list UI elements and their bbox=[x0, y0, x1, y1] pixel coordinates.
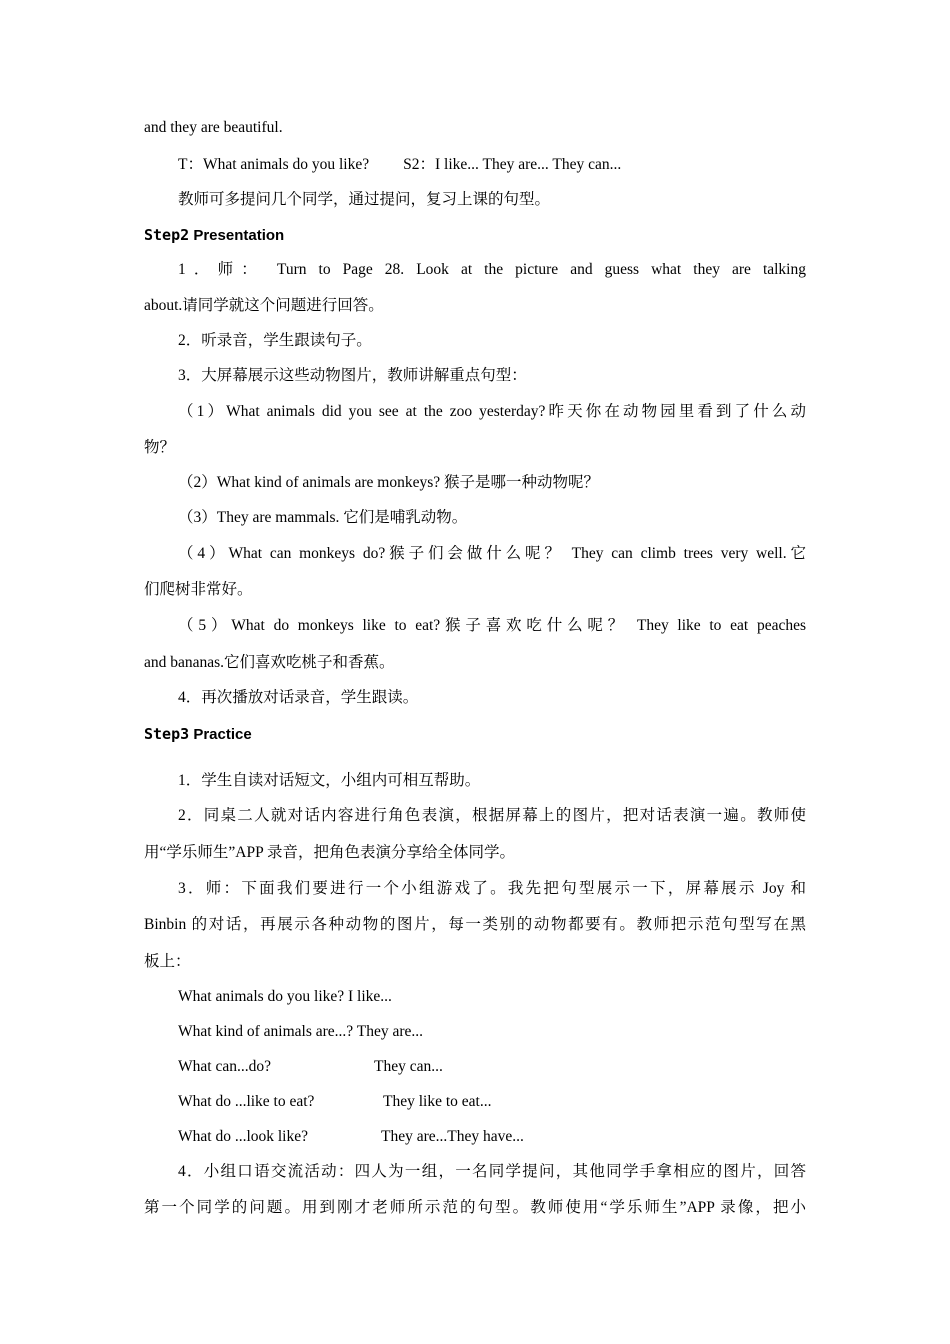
text-line: about.请同学就这个问题进行回答。 bbox=[144, 297, 384, 314]
text-line: 们爬树非常好。 bbox=[144, 581, 253, 598]
section-heading-step2 bbox=[144, 225, 284, 246]
text-line: 板上： bbox=[144, 953, 191, 970]
text-line: 第一个同学的问题。用到刚才老师所示范的句型。教师使用“学乐师生”APP 录像，把小 bbox=[144, 1199, 806, 1216]
text-line: 4．小组口语交流活动：四人为一组，一名同学提问，其他同学手拿相应的图片，回答 bbox=[178, 1163, 806, 1180]
text-line: Binbin 的对话，再展示各种动物的图片，每一类别的动物都要有。教师把示范句型写在黑 bbox=[144, 916, 806, 933]
pattern-answer: They like to eat... bbox=[383, 1093, 492, 1110]
text-line: （1）What animals did you see at the zoo yesterday?昨天你在动物园里看到了什么动 bbox=[178, 403, 806, 420]
text-line: （3）They are mammals. 它们是哺乳动物。 bbox=[178, 509, 468, 526]
text-line: and bananas.它们喜欢吃桃子和香蕉。 bbox=[144, 654, 395, 671]
pattern-question: What do ...look like? bbox=[178, 1128, 308, 1145]
pattern-row bbox=[178, 987, 392, 1007]
step-number: Step2 bbox=[144, 226, 190, 244]
text-line: （5）What do monkeys like to eat?猴子喜欢吃什么呢？ They like to eat peaches bbox=[178, 617, 806, 634]
text-line: 2．听录音，学生跟读句子。 bbox=[178, 332, 372, 349]
step-title: Practice bbox=[193, 726, 252, 743]
text-line: 1．学生自读对话短文，小组内可相互帮助。 bbox=[178, 772, 481, 789]
text-line: 用“学乐师生”APP 录音，把角色表演分享给全体同学。 bbox=[144, 844, 515, 861]
text-line: 教师可多提问几个同学，通过提问，复习上课的句型。 bbox=[178, 191, 551, 208]
pattern-question: What kind of animals are...? They are... bbox=[178, 1023, 424, 1040]
text-line: （4）What can monkeys do?猴子们会做什么呢？ They can climb trees very well.它 bbox=[178, 545, 806, 562]
student-answer: S2：I like... They are... They can... bbox=[403, 156, 622, 173]
text-line: 4．再次播放对话录音，学生跟读。 bbox=[178, 689, 419, 706]
pattern-question: What animals do you like? I like... bbox=[178, 988, 392, 1005]
pattern-question: What do ...like to eat? bbox=[178, 1093, 315, 1110]
text-line: 1．师： Turn to Page 28. Look at the picture and guess what they are talking bbox=[178, 261, 806, 278]
pattern-row bbox=[178, 1057, 271, 1077]
pattern-answer: They are...They have... bbox=[381, 1128, 524, 1145]
pattern-question: What can...do? bbox=[178, 1058, 271, 1075]
section-heading-step3 bbox=[144, 724, 252, 745]
pattern-row bbox=[178, 1092, 314, 1112]
step-title: Presentation bbox=[193, 227, 285, 244]
text-line: 3．大屏幕展示这些动物图片，教师讲解重点句型： bbox=[178, 367, 527, 384]
pattern-row bbox=[178, 1127, 308, 1147]
dialogue-line bbox=[178, 155, 621, 175]
text-line: 3．师：下面我们要进行一个小组游戏了。我先把句型展示一下，屏幕展示 Joy 和 bbox=[178, 880, 806, 897]
step-number: Step3 bbox=[144, 725, 190, 743]
text-line: （2）What kind of animals are monkeys? 猴子是哪一种动物呢？ bbox=[178, 474, 600, 491]
text-line: and they are beautiful. bbox=[144, 119, 283, 136]
text-line: 2．同桌二人就对话内容进行角色表演，根据屏幕上的图片，把对话表演一遍。教师使 bbox=[178, 807, 806, 824]
pattern-row bbox=[178, 1022, 423, 1042]
teacher-question: T：What animals do you like? bbox=[178, 156, 370, 173]
text-line: 物？ bbox=[144, 439, 176, 456]
pattern-answer: They can... bbox=[374, 1058, 443, 1075]
